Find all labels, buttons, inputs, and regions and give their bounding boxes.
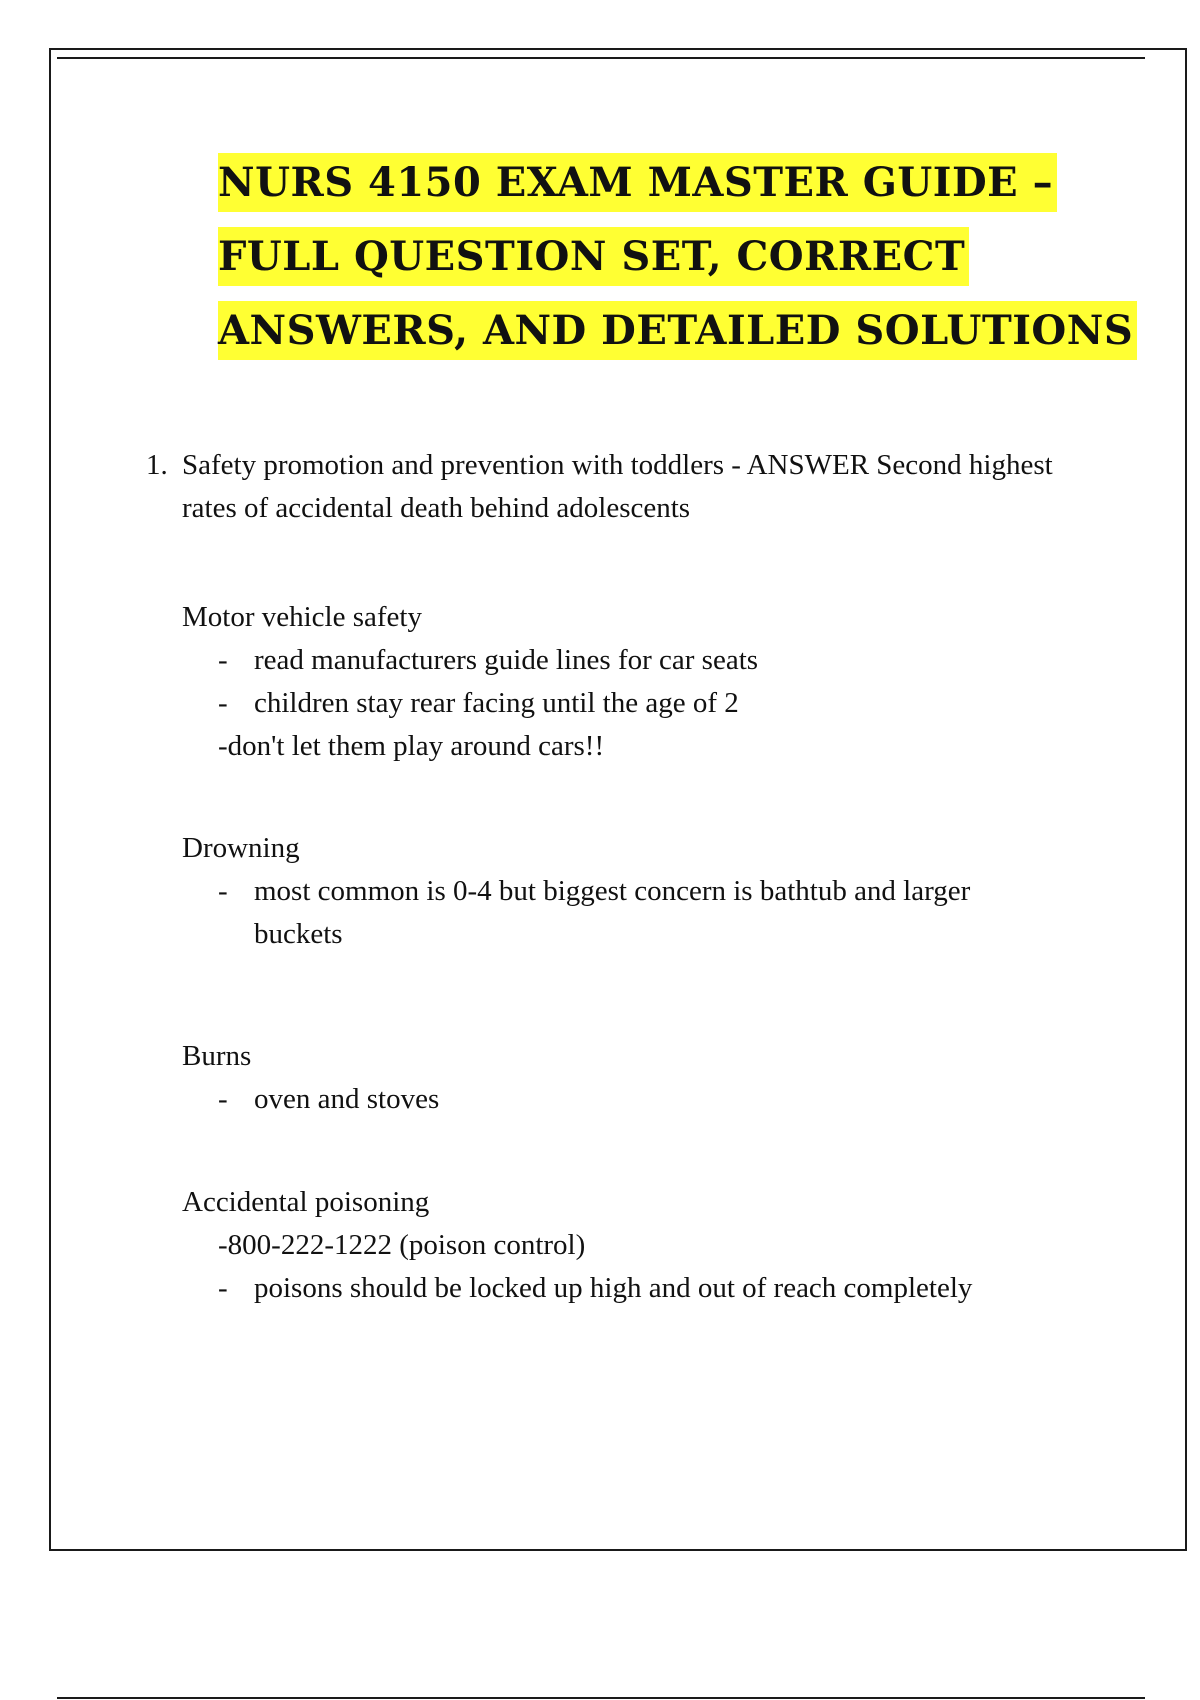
top-rule [57,57,1145,59]
bullet-item [218,682,1066,725]
bullet-item [218,870,1066,956]
bottom-rule [57,1697,1145,1699]
bullet-text: oven and stoves [254,1083,440,1115]
bullet-text: children stay rear facing until the age of 2 [254,687,739,719]
section-motor-vehicle-safety [182,596,1066,768]
title-line-3: ANSWERS, AND DETAILED SOLUTIONS [218,294,1137,368]
bullet-item [218,639,1066,682]
section-heading: Motor vehicle safety [182,601,422,633]
bullet-dash: - [218,1272,228,1304]
document-title [218,146,1137,368]
title-line-2: FULL QUESTION SET, CORRECT [218,220,1137,294]
bullet-text: poisons should be locked up high and out of reach completely [254,1272,973,1304]
document-body [146,444,1066,1310]
section-accidental-poisoning [182,1181,1066,1310]
bullet-text: most common is 0-4 but biggest concern is bathtub and larger buckets [254,875,971,950]
bullet-item [218,1267,1066,1310]
bullet-item [218,1078,1066,1121]
title-line-1: NURS 4150 EXAM MASTER GUIDE – [218,146,1137,220]
bullet-dash: - [218,687,228,719]
section-burns [182,1035,1066,1121]
question-item [146,444,1066,530]
section-drowning [182,827,1066,956]
bullet-dash: - [218,644,228,676]
section-heading: Drowning [182,832,300,864]
question-text: Safety promotion and prevention with toddlers - ANSWER Second highest rates of accidental death behind adolescents [182,449,1053,524]
question-number: 1. [146,449,168,481]
poison-control-number: -800-222-1222 (poison control) [218,1229,586,1261]
section-heading: Burns [182,1040,252,1072]
bullet-text: read manufacturers guide lines for car seats [254,644,759,676]
bullet-dash: - [218,1083,228,1115]
section-heading: Accidental poisoning [182,1186,430,1218]
bullet-dash: - [218,875,228,907]
section-note: -don't let them play around cars!! [218,730,605,762]
